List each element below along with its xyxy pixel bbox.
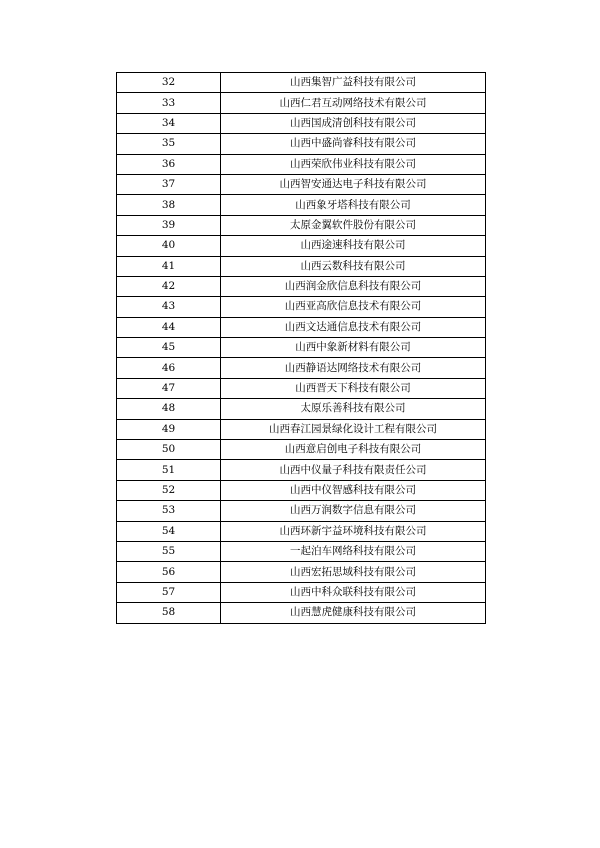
row-number-cell: 53 [117,501,221,521]
table-row [117,93,486,113]
company-name-cell: 太原金翼软件股份有限公司 [221,215,486,235]
row-number-cell: 54 [117,521,221,541]
table-row [117,419,486,439]
row-number-cell: 47 [117,378,221,398]
company-name-cell: 山西环新宇益环境科技有限公司 [221,521,486,541]
table-row [117,256,486,276]
company-name-cell: 山西荣欣伟业科技有限公司 [221,154,486,174]
company-name-cell: 山西亚高欣信息技术有限公司 [221,297,486,317]
company-name-cell: 山西国成清创科技有限公司 [221,113,486,133]
row-number-cell: 43 [117,297,221,317]
row-number-cell: 32 [117,73,221,93]
table-row [117,195,486,215]
company-name-cell: 山西宏拓思域科技有限公司 [221,562,486,582]
company-name-cell: 山西云数科技有限公司 [221,256,486,276]
table-row [117,317,486,337]
table-row [117,338,486,358]
row-number-cell: 48 [117,399,221,419]
table-row [117,358,486,378]
company-name-cell: 山西仁君互动网络技术有限公司 [221,93,486,113]
row-number-cell: 46 [117,358,221,378]
row-number-cell: 50 [117,440,221,460]
row-number-cell: 39 [117,215,221,235]
company-name-cell: 山西中盛尚睿科技有限公司 [221,134,486,154]
table-row [117,154,486,174]
table-row [117,276,486,296]
table-row [117,541,486,561]
company-name-cell: 山西中象新材料有限公司 [221,338,486,358]
row-number-cell: 49 [117,419,221,439]
company-name-cell: 山西文达通信息技术有限公司 [221,317,486,337]
table-row [117,460,486,480]
table-row [117,73,486,93]
table-row [117,236,486,256]
table-row [117,399,486,419]
row-number-cell: 44 [117,317,221,337]
row-number-cell: 35 [117,134,221,154]
table-row [117,582,486,602]
table-row [117,501,486,521]
row-number-cell: 34 [117,113,221,133]
table-row [117,521,486,541]
table-row [117,215,486,235]
company-name-cell: 山西晋天下科技有限公司 [221,378,486,398]
table-row [117,113,486,133]
row-number-cell: 51 [117,460,221,480]
company-name-cell: 山西象牙塔科技有限公司 [221,195,486,215]
company-name-cell: 山西途速科技有限公司 [221,236,486,256]
table-row [117,378,486,398]
row-number-cell: 38 [117,195,221,215]
row-number-cell: 45 [117,338,221,358]
row-number-cell: 37 [117,174,221,194]
row-number-cell: 58 [117,603,221,623]
table-row [117,440,486,460]
table-row [117,562,486,582]
company-name-cell: 山西中科众联科技有限公司 [221,582,486,602]
company-name-cell: 山西智安通达电子科技有限公司 [221,174,486,194]
row-number-cell: 33 [117,93,221,113]
company-list-table [116,72,486,624]
company-name-cell: 山西中仪智感科技有限公司 [221,480,486,500]
company-name-cell: 太原乐善科技有限公司 [221,399,486,419]
row-number-cell: 36 [117,154,221,174]
row-number-cell: 42 [117,276,221,296]
table-row [117,297,486,317]
row-number-cell: 52 [117,480,221,500]
table-body [117,73,486,624]
row-number-cell: 55 [117,541,221,561]
row-number-cell: 40 [117,236,221,256]
row-number-cell: 56 [117,562,221,582]
company-name-cell: 山西慧虎健康科技有限公司 [221,603,486,623]
company-name-cell: 一起泊车网络科技有限公司 [221,541,486,561]
table-row [117,480,486,500]
row-number-cell: 41 [117,256,221,276]
company-name-cell: 山西中仪量子科技有限责任公司 [221,460,486,480]
company-name-cell: 山西春江园景绿化设计工程有限公司 [221,419,486,439]
company-name-cell: 山西润金欣信息科技有限公司 [221,276,486,296]
company-name-cell: 山西集智广益科技有限公司 [221,73,486,93]
company-name-cell: 山西意启创电子科技有限公司 [221,440,486,460]
company-name-cell: 山西静语达网络技术有限公司 [221,358,486,378]
table-row [117,134,486,154]
table-row [117,174,486,194]
company-name-cell: 山西万润数字信息有限公司 [221,501,486,521]
table-row [117,603,486,623]
row-number-cell: 57 [117,582,221,602]
